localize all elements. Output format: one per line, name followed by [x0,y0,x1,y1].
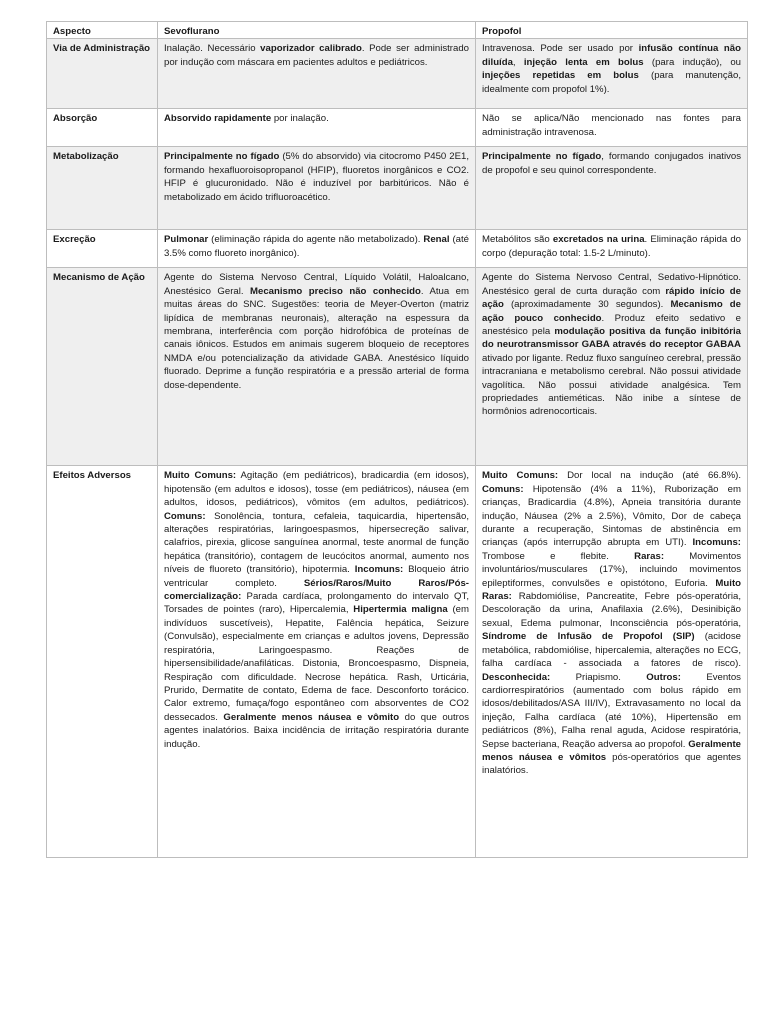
text: . Pode ser administrado por indução com máscara em pacientes adultos e pediátricos. [164,43,469,68]
bold-text: Renal [423,234,450,246]
comparison-table [46,21,748,858]
bold-text: Principalmente no fígado [164,151,280,163]
bold-text: Incomuns: [354,564,404,576]
text: , [512,56,524,68]
propofol-cell [476,147,748,230]
text: . Eliminação rápida do corpo (depuração total: 1.5-2 L/minuto). [482,234,741,259]
bold-text: Síndrome de Infusão de Propofol (SIP) [482,631,695,643]
bold-text: Pulmonar [164,234,209,246]
bold-text: Muito Raras: [482,577,741,603]
text: Sonolência, tontura, cefaleia, taquicardia, hipertensão, alterações respiratórias, laringoespasmos, hipersecreção salivar, calafrios, pirexia, glicose sanguínea anormal, teste anormal de função hepática (transitório), contagem de leucócitos anormal, aumento nos níveis de fluoreto (transitório), hipotermia. [164,510,469,576]
text: . Atua em muitas áreas do SNC. Sugestões: teoria de Meyer-Overton (matriz lipídica de membranas neuronais), alteração na espessura da membrana, interferência com porção hidrofóbica de proteínas de canais iônicos. Estudos em animais sugerem bloqueio de receptores NMDA e/ou potencialização da atividade GABA. Anestésico líquido fluorado. Deprime a função respiratória e a pressão arterial de forma dose-dependente. [164,285,470,391]
text: (para manutenção, idealmente com propofol 1%). [482,70,741,95]
propofol-cell [476,109,748,147]
bold-text: Comuns: [164,510,206,522]
row-metabolism [47,147,748,230]
bold-text: rápido início de ação [482,285,741,311]
bold-text: Sérios/Raros/Muito Raros/Pós-comercialização: [164,577,469,603]
bold-text: Incomuns: [692,537,741,549]
row-administration [47,39,748,109]
text: (eliminação rápida do agente não metabolizado). [208,234,424,246]
header-propofol: Propofol [476,22,748,39]
text: (aproximadamente 30 segundos). [503,299,671,311]
text: Agente do Sistema Nervoso Central, Líquido Volátil, Haloalcano, Anestésico Geral. [164,272,469,297]
row-excretion [47,230,748,268]
bold-text: Absorvido rapidamente [164,113,272,125]
bold-text: Raras: [634,550,665,562]
bold-text: vaporizador calibrado [260,43,362,55]
sevoflurane-cell [158,466,476,858]
sevoflurane-cell [158,147,476,230]
text: (até 3.5% como fluoreto inorgânico). [164,234,469,259]
propofol-cell [476,268,748,466]
aspect-cell: Absorção [47,109,158,147]
text: Bloqueio átrio ventricular completo. [164,564,469,589]
text: Inalação. Necessário [164,43,261,55]
bold-text: excretados na urina [552,234,645,246]
row-absorption [47,109,748,147]
text: por inalação. [271,113,329,125]
text: Metabólitos são [482,234,553,246]
bold-text: Muito Comuns: [164,470,237,482]
table-header-row [47,22,748,39]
sevoflurane-cell [158,268,476,466]
text: , formando conjugados inativos de propofol e seu quinol correspondente. [482,151,742,176]
text: Priapismo. [550,671,647,683]
bold-text: Geralmente menos náusea e vômitos [482,738,741,763]
bold-text: modulação positiva da função inibitória do neurotransmissor GABA através do receptor GABAA [482,326,741,351]
aspect-cell: Mecanismo de Ação [47,268,158,466]
sevoflurane-cell [158,39,476,109]
bold-text: Principalmente no fígado [482,151,602,163]
bold-text: injeções repetidas em bolus [482,70,639,82]
aspect-cell: Efeitos Adversos [47,466,158,858]
header-sevoflurane: Sevoflurano [158,22,476,39]
bold-text: Outros: [646,671,681,683]
bold-text: infusão contínua não diluída [482,43,741,68]
text: (acidose metabólica, rabdomiólise, hipercalemia, alterações no ECG, falha cardíaca - associada a fatores de risco). [482,631,741,670]
bold-text: injeção lenta em bolus [523,56,644,68]
text: Agente do Sistema Nervoso Central, Sedativo-Hipnótico. Anestésico geral de curta duração com [482,272,741,297]
text: do que outros agentes inalatórios. Baixa incidência de irritação respiratória durante indução. [164,711,470,750]
sevoflurane-cell [158,230,476,268]
text: (em indivíduos suscetíveis), Hepatite, Falência hepática, Seizure (Convulsão), especialmente em crianças e adultos jovens, Depressão respiratória, Laringoespasmo. Reações de hipersensibilidade/anafiláticas. Distonia, Broncoespasmo, Dispneia, Respiração com dificuldade. Necrose hepática. Rash, Urticária, Prurido, Dermatite de contato, Edema de face. Desconforto torácico. Calor extremo, fumaça/fogo espontâneo com absorventes de CO2 dessecados. [164,604,469,723]
bold-text: Muito Comuns: [482,470,559,482]
text: Dor local na indução (até 66.8%). [558,470,742,482]
row-adverse-effects [47,466,748,858]
text: ativado por ligante. Reduz fluxo sanguíneo cerebral, pressão intracraniana e metabolismo cerebral. Não possui atividade vagolítica. Não possui atividade analgésica. Tem propriedades antieméticas. Não inibe a síntese de hormônios adrenocorticais. [482,352,741,418]
bold-text: Geralmente menos náusea e vômito [223,711,400,723]
row-mechanism [47,268,748,466]
text: (5% do absorvido) via citocromo P450 2E1, formando hexafluoroisopropanol (HFIP), fluoretos inorgânicos e CO2. HFIP é glucuronidado. Não é induzível por barbitúricos. Não é metabolizado em ácido trifluoroacético. [164,151,470,203]
text: Parada cardíaca, prolongamento do intervalo QT, Torsades de pointes (raro), Hipercalemia, [164,591,469,616]
text: Não se aplica/Não mencionado nas fontes para administração intravenosa. [482,113,741,138]
text: (para indução), ou [643,56,741,68]
bold-text: Desconhecida: [482,671,551,683]
aspect-cell: Metabolização [47,147,158,230]
propofol-cell [476,466,748,858]
text: Agitação (em pediátricos), bradicardia (em idosos), hipotensão (em adultos e idosos), tosse (em pediátricos), náusea (em adultos, idosos, pediátricos), vômitos (em adultos, pediátricos). [164,470,470,509]
text: pós-operatórios que agentes inalatórios. [482,751,741,777]
aspect-cell: Via de Administração [47,39,158,109]
text: Trombose e flebite. [482,550,635,562]
propofol-cell [476,230,748,268]
text: Movimentos involuntários/musculares (17%), incluindo movimentos epileptiformes, convulsões e opistótono, Euforia. [482,550,741,589]
aspect-cell: Excreção [47,230,158,268]
propofol-cell [476,39,748,109]
bold-text: Mecanismo preciso não conhecido [250,285,421,297]
text: Intravenosa. Pode ser usado por [482,43,639,55]
header-aspect: Aspecto [47,22,158,39]
bold-text: Mecanismo de ação pouco conhecido [482,299,741,324]
text: Rabdomiólise, Pancreatite, Febre pós-operatória, Descoloração da urina, Anafilaxia (2.6%), Desinibição sexual, Edema pulmonar, Inconsciência pós-operatória, [482,591,741,629]
text: . Produz efeito sedativo e anestésico pela [482,312,741,338]
text: Hipotensão (4% a 11%), Ruborização em crianças, Bradicardia (4.8%), Apneia transitória durante indução, Náusea (2% a 2.5%), Vômito, Dor de cabeça durante a recuperação, Sintomas de abstinência em crianças (após interrupção abrupta em UTI). [482,483,741,549]
bold-text: Comuns: [482,483,524,495]
text: Eventos cardiorrespiratórios (aumentado com bolus rápido em idosos/debilitados/ASA III/IV), Extravasamento no local da injeção, Falha cardíaca (até 10%), Hipertensão em pediátricos (8%), Falha renal aguda, Acidose respiratória, Sepse bacteriana, Reação adversa ao propofol. [482,671,741,750]
bold-text: Hipertermia maligna [353,604,448,616]
sevoflurane-cell [158,109,476,147]
